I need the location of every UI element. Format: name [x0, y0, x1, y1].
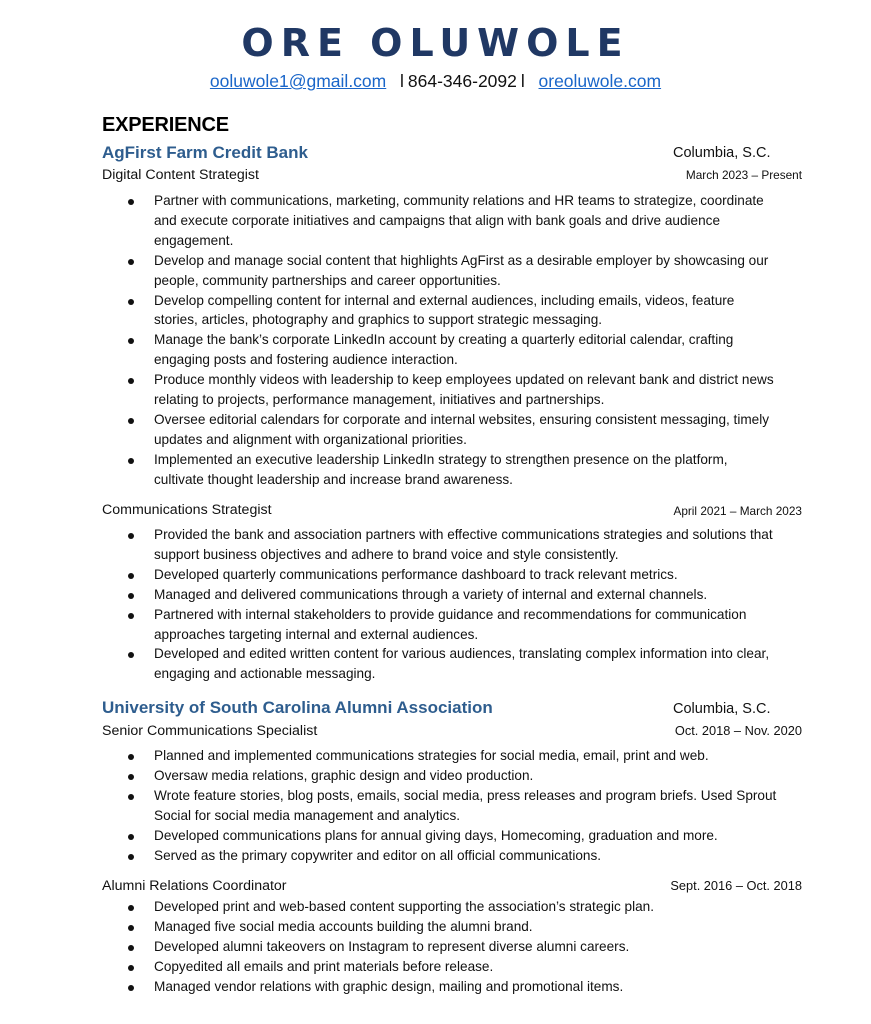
bullet-list: [127, 191, 777, 490]
employer-name: AgFirst Farm Credit Bank: [102, 143, 308, 162]
list-item: Partner with communications, marketing, community relations and HR teams to strategize, coordinate and execute corporate initiatives and campaigns that align with bank goals and drive audience engagement.: [127, 191, 777, 251]
list-item: Provided the bank and association partners with effective communications strategies and solutions that support business objectives and adhere to brand voice and style consistently.: [127, 525, 777, 565]
bullet-icon: [128, 854, 134, 860]
position-title: Communications Strategist: [102, 502, 272, 518]
bullet-icon: [128, 378, 134, 384]
list-item: Develop and manage social content that highlights AgFirst as a desirable employer by showcasing our people, community partnerships and career opportunities.: [127, 251, 777, 291]
list-item: Managed vendor relations with graphic design, mailing and promotional items.: [127, 977, 777, 997]
list-item: Developed print and web-based content supporting the association’s strategic plan.: [127, 897, 777, 917]
separator: l: [520, 71, 525, 91]
list-item: Copyedited all emails and print materials before release.: [127, 957, 777, 977]
list-item: Partnered with internal stakeholders to provide guidance and recommendations for communication approaches targeting internal and external audiences.: [127, 605, 777, 645]
bullet-icon: [128, 458, 134, 464]
bullet-icon: [128, 985, 134, 991]
position-dates: April 2021 – March 2023: [673, 504, 802, 518]
list-item: Planned and implemented communications strategies for social media, email, print and web.: [127, 746, 777, 766]
list-item: Implemented an executive leadership LinkedIn strategy to strengthen presence on the platform, cultivate thought leadership and increase brand awareness.: [127, 450, 777, 490]
bullet-icon: [128, 593, 134, 599]
bullet-icon: [128, 338, 134, 344]
list-item: Oversee editorial calendars for corporate and internal websites, ensuring consistent messaging, timely updates and alignment with organizational priorities.: [127, 410, 777, 450]
bullet-icon: [128, 533, 134, 539]
list-item: Developed and edited written content for various audiences, translating complex information into clear, engaging and actionable messaging.: [127, 644, 777, 684]
list-item: Developed communications plans for annual giving days, Homecoming, graduation and more.: [127, 826, 777, 846]
bullet-list: [127, 746, 777, 865]
contact-line: [0, 68, 871, 94]
website-link[interactable]: oreoluwole.com: [538, 71, 662, 91]
position-title: Digital Content Strategist: [102, 167, 259, 183]
bullet-icon: [128, 925, 134, 931]
list-item: Developed alumni takeovers on Instagram to represent diverse alumni careers.: [127, 937, 777, 957]
bullet-icon: [128, 613, 134, 619]
position-dates: Sept. 2016 – Oct. 2018: [670, 878, 802, 893]
bullet-icon: [128, 794, 134, 800]
list-item: Managed and delivered communications through a variety of internal and external channels.: [127, 585, 777, 605]
bullet-icon: [128, 965, 134, 971]
list-item: Develop compelling content for internal and external audiences, including emails, videos, feature stories, articles, photography and graphics to support strategic messaging.: [127, 291, 777, 331]
bullet-icon: [128, 774, 134, 780]
bullet-icon: [128, 573, 134, 579]
list-item: Oversaw media relations, graphic design and video production.: [127, 766, 777, 786]
bullet-icon: [128, 259, 134, 265]
bullet-icon: [128, 945, 134, 951]
bullet-icon: [128, 754, 134, 760]
list-item: Wrote feature stories, blog posts, emails, social media, press releases and program briefs. Used Sprout Social for social media management and analytics.: [127, 786, 777, 826]
list-item: Managed five social media accounts building the alumni brand.: [127, 917, 777, 937]
list-item: Produce monthly videos with leadership to keep employees updated on relevant bank and district news relating to projects, performance management, initiatives and partnerships.: [127, 370, 777, 410]
position-dates: March 2023 – Present: [685, 168, 802, 182]
section-title-experience: EXPERIENCE: [102, 114, 229, 136]
bullet-icon: [128, 834, 134, 840]
bullet-icon: [128, 418, 134, 424]
employer-name: University of South Carolina Alumni Association: [102, 698, 493, 717]
list-item: Served as the primary copywriter and editor on all official communications.: [127, 846, 777, 866]
position-title: Senior Communications Specialist: [102, 723, 318, 739]
bullet-icon: [128, 905, 134, 911]
separator: l: [400, 71, 404, 91]
list-item: Manage the bank’s corporate LinkedIn account by creating a quarterly editorial calendar, crafting engaging posts and fostering audience interaction.: [127, 330, 777, 370]
bullet-icon: [128, 199, 134, 205]
bullet-icon: [128, 652, 134, 658]
bullet-list: [127, 525, 777, 684]
email-link[interactable]: ooluwole1@gmail.com: [209, 71, 387, 91]
position-dates: Oct. 2018 – Nov. 2020: [674, 723, 802, 738]
bullet-icon: [128, 299, 134, 305]
list-item: Developed quarterly communications performance dashboard to track relevant metrics.: [127, 565, 777, 585]
phone-number: 864-346-2092: [407, 71, 517, 91]
candidate-name: ORE OLUWOLE: [241, 21, 630, 65]
position-title: Alumni Relations Coordinator: [102, 878, 287, 894]
employer-location: Columbia, S.C.: [673, 701, 771, 717]
employer-location: Columbia, S.C.: [673, 145, 771, 161]
bullet-list: [127, 897, 777, 997]
